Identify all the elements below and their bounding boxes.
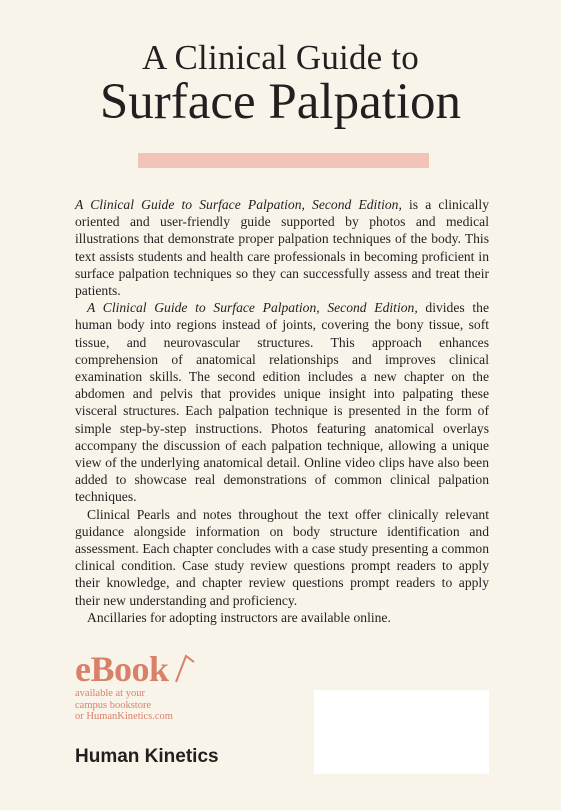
ebook-line-3: or HumanKinetics.com: [75, 711, 173, 722]
barcode-area: [314, 690, 489, 774]
publisher-name: Human Kinetics: [75, 746, 219, 767]
title-line-2: Surface Palpation: [99, 74, 462, 130]
book-title-italic: A Clinical Guide to Surface Palpation, Second Edition,: [75, 197, 402, 212]
description-text: [75, 196, 489, 626]
ebook-line-1: available at your: [75, 688, 145, 699]
paragraph-1-text: is a clinically oriented and user-friendly guide supported by photos and medical illustrations that demonstrate proper palpation techniques of the body. This text assists students and health care professionals in becoming proficient in surface palpation techniques so they can successfully assess and treat their patients.: [75, 197, 490, 299]
description-paragraph-4: Ancillaries for adopting instructors are available online.: [87, 609, 391, 625]
description-paragraph-1: [75, 196, 489, 299]
description-paragraph-3: Clinical Pearls and notes throughout the text offer clinically relevant guidance alongside information on body structure identification and assessment. Each chapter concludes with a case study presenting a common clinical condition. Case study review questions prompt readers to apply their knowledge, and chapter review questions prompt readers to apply their new understanding and proficiency.: [75, 506, 489, 608]
ebook-logo-swoosh-icon: [174, 654, 196, 684]
paragraph-2-text: divides the human body into regions instead of joints, covering the bony tissue, soft tissue, and neurovascular structures. This approach enhances comprehension of anatomical relationships and improves clinical examination skills. The second edition includes a new chapter on the abdomen and pelvis that provides unique insight into palpating these visceral structures. Each palpation technique is presented in the form of simple step-by-step instructions. Photos featuring anatomical overlays accompany the discussion of each palpation technique, allowing a unique view of the underlying anatomical detail. Online video clips have also been added to showcase real demonstrations of common clinical palpation techniques.: [75, 300, 489, 505]
ebook-line-2: campus bookstore: [75, 699, 152, 711]
description-paragraph-2: [75, 299, 489, 505]
title-line-1: A Clinical Guide to: [142, 38, 419, 77]
ebook-badge: [75, 650, 275, 723]
book-title-italic: A Clinical Guide to Surface Palpation, Second Edition,: [87, 300, 418, 316]
accent-bar: [138, 153, 429, 168]
ebook-logo: eBook: [75, 649, 169, 689]
